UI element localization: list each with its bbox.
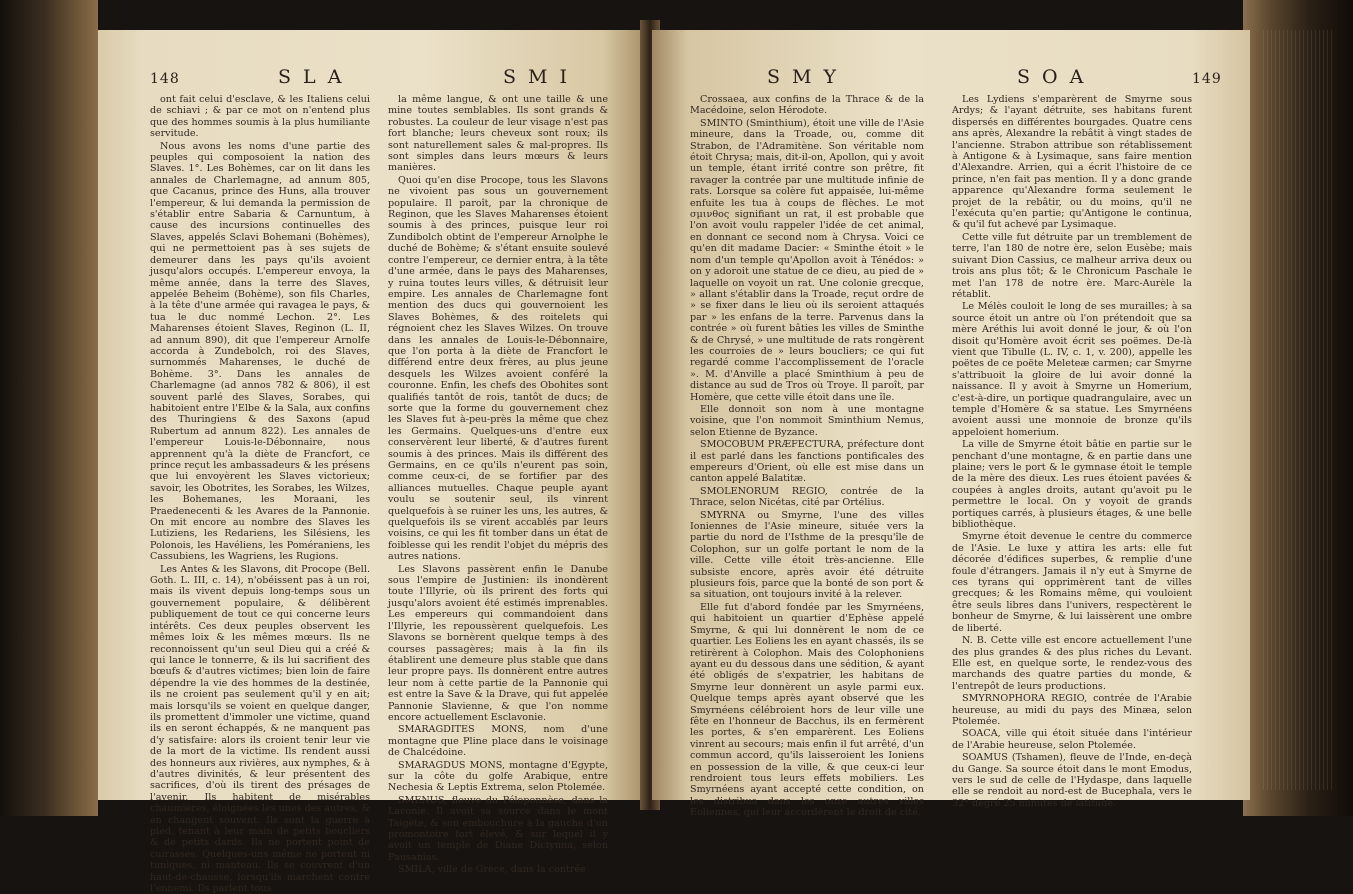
paragraph: La ville de Smyrne étoit bâtie en partie sur le penchant d'une montagne, & en partie dans une plaine; vers le port & le gymnase étoit le temple de la mère des dieux. Les rues étoient pavées & coupées à angles droits, autant qu'avoit pu le permettre le local. On y voyoit de grands portiques carrés, à plusieurs étages, & une belle bibliothèque.	[952, 439, 1192, 531]
paragraph: SMARAGDITES MONS, nom d'une montagne que Pline place dans le voisinage de Chalcédoine.	[388, 724, 608, 759]
paragraph: Smyrne étoit devenue le centre du commerce de l'Asie. Le luxe y attira les arts: elle fut décorée d'édifices superbes, & remplie d'une foule d'étrangers. Jamais il n'y eut à Smyrne de ces tyrans qui opprimèrent tant de villes grecques; & les Romains même, qui vouloient être seuls libres dans l'univers, respectèrent le bonheur de Smyrne, & lui laissèrent une ombre de liberté.	[952, 531, 1192, 634]
paragraph: N. B. Cette ville est encore actuellement l'une des plus grandes & des plus riches du Levant. Elle est, en quelque sorte, le rendez-vous des marchands des quatre parties du monde, & l'entrepôt de leurs productions.	[952, 635, 1192, 692]
paragraph: Les Antes & les Slavons, dit Procope (Bell. Goth. L. III, c. 14), n'obéissent pas à un roi, mais ils vivent depuis long-temps sous un gouvernement populaire, & délibèrent publiquement de tout ce qui concerne leurs intérêts. Ces deux peuples observent les mêmes loix & les mêmes mœurs. Ils ne reconnoissent qu'un seul Dieu qui a créé & qui lance le tonnerre, & ils lui sacrifient des bœufs & d'autres victimes; bien loin de faire dépendre la vie des hommes de la destinée, ils ne croient pas seulement qu'il y en ait; mais lorsqu'ils se voient en quelque danger, ils promettent d'immoler une victime, quand ils en seront échappés, & ne manquent pas d'y satisfaire: alors ils croient tenir leur vie de la mort de la victime. Ils rendent aussi des honneurs aux rivières, aux nymphes, & à d'autres divinités, & leur présentent des sacrifices, d'où ils tirent des présages de l'avenir. Ils habitent de misérables chaumières, éloignées les unes des autres, & en changent souvent. Ils sont la guerre à pied, tenant à leur main de petits boucliers & de petits dards. Ils ne portent point de cuirasses. Quelques-uns même ne portent ni tuniques, ni manteau. Ils se couvrent d'un haut-de-chausse, lorsqu'ils marchent contre l'ennemi. Ils parlent tous	[150, 563, 370, 894]
left-page	[98, 30, 646, 894]
paragraph: SMINTO (Sminthium), étoit une ville de l'Asie mineure, dans la Troade, ou, comme dit Strabon, de l'Adramitène. Son véritable nom étoit Chrysa; mais, dit-il-on, Apollon, qui y avoit un temple, étant irrité contre son prêtre, fit ravager la contrée par une multitude infinie de rats. Lorsque sa colère fut appaisée, lui-même enfuite les tua à coups de flèches. Le mot σμινθος signifiant un rat, il est probable que l'on avoit voulu rappeler l'idée de cet animal, en donnant ce second nom à Chrysa. Voici ce qu'en dit madame Dacier: « Sminthe étoit » le nom d'un temple qu'Apollon avoit à Ténédos: » on y adoroit une statue de ce dieu, au pied de » laquelle on voyoit un rat. Une colonie grecque, » allant s'établir dans la Troade, reçut ordre de » se fixer dans le lieu où ils seroient attaqués par » les enfans de la terre. Parvenus dans la contrée » où furent bâties les villes de Sminthe & de Chrysé, » une multitude de rats rongèrent les courroies de » leurs boucliers; ce qui fut regardé comme l'accomplissement de l'oracle ». M. d'Anville a placé Sminthium à peu de distance au sud de Tros où Troye. Il paroît, par Homère, que cette ville étoit dans une île.	[690, 117, 924, 403]
right-running-head-1: S M Y	[767, 66, 840, 88]
left-running-head-2: S M I	[503, 66, 571, 88]
left-column-2	[388, 94, 608, 876]
paragraph: la même langue, & ont une taille & une mine toutes semblables. Ils sont grands & robustes. La couleur de leur visage n'est pas fort blanche; leurs cheveux sont roux; ils sont naturellement sales & mal-propres. Ils sont simples dans leurs mœurs & leurs manières.	[388, 94, 608, 174]
left-page-number: 148	[150, 71, 180, 87]
paragraph: SOACA, ville qui étoit située dans l'intérieur de l'Arabie heureuse, selon Ptolemée.	[952, 728, 1192, 751]
paragraph: Le Mélès couloit le long de ses murailles; à sa source étoit un antre où l'on prétendoit que sa mère Aréthis lui avoit donné le jour, & où l'on disoit qu'Homère avoit écrit ses poëmes. De-là vient que Tibulle (L. IV, c. 1, v. 200), appelle les poëtes de ce poëte Meleteæ carmen; car Smyrne s'attribuoit la gloire de lui avoir donné la naissance. Il y avoit à Smyrne un Homerium, c'est-à-dire, un portique quadrangulaire, avec un temple d'Homère & sa statue. Les Smyrnéens avoient aussi une monnoie de bronze qu'ils appeloient homerium.	[952, 301, 1192, 438]
paragraph: SMARAGDUS MONS, montagne d'Egypte, sur la côte du golfe Arabique, entre Nechesia & Leptis Extrema, selon Ptolemée.	[388, 759, 608, 794]
left-running-head-1: S L A	[278, 66, 345, 88]
paragraph: Elle donnoit son nom à une montagne voisine, que l'on nommoit Sminthium Nemus, selon Etienne de Byzance.	[690, 403, 924, 438]
right-page-edges	[1243, 0, 1353, 816]
paragraph: Elle fut d'abord fondée par les Smyrnéens, qui habitoient un quartier d'Ephèse appelé Smyrne, & qui lui donnèrent le nom de ce quartier. Les Eoliens les en ayant chassés, ils se retirèrent à Colophon. Mais des Colophoniens ayant eu du dessous dans une sédition, & ayant été obligés de s'expatrier, les habitans de Smyrne leur donnèrent un asyle parmi eux. Quelque temps après ayant observé que les Smyrnéens célébroient hors de leur ville une fête en l'honneur de Bacchus, ils en fermèrent les portes, & s'en emparèrent. Les Eoliens vinrent au secours; mais enfin il fut arrêté, d'un commun accord, qu'ils laisseroient les Ioniens en possession de la ville, & que ceux-ci leur rendroient tous leurs effets mobiliers. Les Smyrnéens ayant accepté cette condition, on les distribua dans les onze autres villes Eoliennes, qui leur accordèrent le droit de cité.	[690, 601, 924, 819]
left-column-1	[150, 94, 370, 894]
paragraph: Crossaea, aux confins de la Thrace & de la Macédoine, selon Hérodote.	[690, 94, 924, 117]
paragraph: Les Slavons passèrent enfin le Danube sous l'empire de Justinien: ils inondèrent toute l'Illyrie, où ils prirent des forts qui jusqu'alors avoient été estimés imprenables. Les empereurs qui commandoient dans l'Illyrie, les repoussèrent quelquefois. Les Slavons se bornèrent quelque temps à des courses passagères; mais à la fin ils établirent une demeure plus stable que dans leur propre pays. Ils donnèrent entre autres leur nom à cette partie de la Pannonie qui est entre la Save & la Drave, qui fut appelée Pannonie Slavienne, & que l'on nomme encore actuellement Esclavonie.	[388, 563, 608, 723]
right-running-head-2: S O A	[1017, 66, 1087, 88]
paragraph: SMYRNOPHORA REGIO, contrée de l'Arabie heureuse, au midi du pays des Minæa, selon Ptolemée.	[952, 693, 1192, 727]
right-page-number: 149	[1192, 71, 1222, 87]
paragraph: Quoi qu'en dise Procope, tous les Slavons ne vivoient pas sous un gouvernement populaire. Il paroît, par la chronique de Reginon, que les Slaves Maharenses étoient soumis à des princes, puisque leur roi Zundibolch obtint de l'empereur Arnolphe le duché de Bohème; & s'étant ensuite soulevé contre l'empereur, ce dernier entra, à la tête d'une armée, dans le pays des Maharenses, y ruina toutes leurs villes, & détruisit leur empire. Les annales de Charlemagne font mention des ducs qui gouvernoient les Slaves Bohèmes, & des roitelets qui régnoient chez les Slaves Wilzes. On trouve dans les annales de Louis-le-Débonnaire, que l'on porta à la diète de Francfort le différend entre deux frères, au plus jeune desquels les Wilzes avoient conféré la couronne. Enfin, les chefs des Obohites sont qualifiés tantôt de rois, tantôt de ducs; de sorte que la forme du gouvernement chez les Slaves fut à-peu-près la même que chez les Germains. Quelques-uns d'entre eux conservèrent leur liberté, & d'autres furent soumis à des princes. Mais ils différent des Germains, en ce qu'ils n'eurent pas soin, comme ceux-ci, de se fortifier par des alliances mutuelles. Chaque peuple ayant voulu se soutenir seul, ils vinrent quelquefois à se ruiner les uns, les autres, & quelquefois ils se virent accablés par leurs voisins, ce qui les fit tomber dans un état de foiblesse qui les rendit l'objet du mépris des autres nations.	[388, 174, 608, 563]
paragraph: SMYRNA ou Smyrne, l'une des villes Ioniennes de l'Asie mineure, située vers la partie du nord de l'Isthme de la presqu'île de Colophon, sur un golfe portant le nom de la ville. Cette ville étoit très-ancienne. Elle subsiste encore, après avoir été détruite plusieurs fois, parce que la bonté de son port & sa situation, ont toujours invité à la relever.	[690, 509, 924, 601]
paragraph: SMILA, ville de Grèce, dans la contrée	[398, 864, 586, 876]
left-page-edges	[0, 0, 98, 816]
paragraph: Nous avons les noms d'une partie des peuples qui composoient la nation des Slaves. 1°. Les Bohèmes, car on lit dans les annales de Charlemagne, ad annum 805, que Cacanus, prince des Huns, alla trouver l'empereur, & lui demanda la permission de s'établir entre Sabaria & Carnuntum, à cause des incursions continuelles des Slaves, appelés Sclavi Bohemani (Bohèmes), qui ne permettoient pas à ses sujets de demeurer dans les pays qu'ils avoient jusqu'alors occupés. L'empereur envoya, la même année, dans la terre des Slaves, appelée Beheim (Bohème), son fils Charles, à la tête d'une armée qui ravagea le pays, & tua le duc nommé Lechon. 2°. Les Maharenses étoient Slaves, Reginon (L. II, ad annum 890), dit que l'empereur Arnolfe accorda à Zundebolch, roi des Slaves, surnommés Maharenses, le duché de Bohème. 3°. Dans les annales de Charlemagne (ad annos 782 & 806), il est souvent parlé des Slaves, Sorabes, qui habitoient entre l'Elbe & la Sala, aux confins des Thuringiens & des Saxons (apud Rubertum ad annum 822). Les annales de l'empereur Louis-le-Débonnaire, nous apprennent qu'à la diète de Francfort, ce prince reçut les ambassadeurs & les présens que lui envoyèrent les Slaves victorieux; savoir, les Obotrites, les Sorabes, les Wilzes, les Bohemanes, les Moraani, les Praedenecenti & les Avares de la Pannonie. On mit encore au nombre des Slaves les Lutiziens, les Redariens, les Silésiens, les Polonois, les Havéliens, les Poméraniens, les Cassubiens, les Wagriens, les Rugions.	[150, 140, 370, 563]
paragraph: SMOCOBUM PRÆFECTURA, préfecture dont il est parlé dans les fanctions pontificales des empereurs d'Orient, où elle est mise dans un canton appelé Balatitæ.	[690, 439, 924, 485]
paragraph: Les Lydiens s'emparèrent de Smyrne sous Ardys; & l'ayant détruite, ses habitans furent dispersés en différentes bourgades. Quatre cens ans après, Alexandre la rebâtit à vingt stades de l'ancienne. Strabon attribue son rétablissement à Antigone & à Lysimaque, sans faire mention d'Alexandre. Arrien, qui a écrit l'histoire de ce prince, n'en fait pas mention. Il y a donc grande apparence qu'Alexandre forma seulement le projet de la rebâtir, ou du moins, qu'il ne l'exécuta qu'en partie; qu'Antigone le continua, & qu'il fut achevé par Lysimaque.	[952, 94, 1192, 231]
right-column-2	[952, 94, 1192, 809]
paragraph: SMENUS, fleuve du Péloponnèse, dans la Laconie. Il avoit sa source dans le mont Taigète, & son embouchure à la gauche d'un promontoire fort élevé, & sur lequel il y avoit un temple de Diane Dictynna, selon Pausanias.	[388, 794, 608, 863]
right-page	[652, 30, 1250, 819]
paragraph: ont fait celui d'esclave, & les Italiens celui de schiavi ; & par ce mot on n'entend plus que des hommes soumis à la plus humiliante servitude.	[150, 94, 370, 140]
paragraph: SOAMUS (Tshamen), fleuve de l'Inde, en-deçà du Gange. Sa source étoit dans le mont Emodus, vers le sud de celle de l'Hydaspe, dans laquelle elle se rendoit au nord-est de Bucephala, vers le 32° degré 25 minutes de latitude.	[952, 752, 1192, 809]
paragraph: SMOLENORUM REGIO, contrée de la Thrace, selon Nicétas, cité par Ortélius.	[690, 485, 924, 509]
right-column-1	[690, 94, 924, 819]
paragraph: Cette ville fut détruite par un tremblement de terre, l'an 180 de notre ère, selon Eusèbe; mais suivant Dion Cassius, ce malheur arriva deux ou trois ans plus tôt; & le Chronicum Paschale le met l'an 178 de notre ère. Marc-Aurèle la rétablit.	[952, 231, 1192, 300]
